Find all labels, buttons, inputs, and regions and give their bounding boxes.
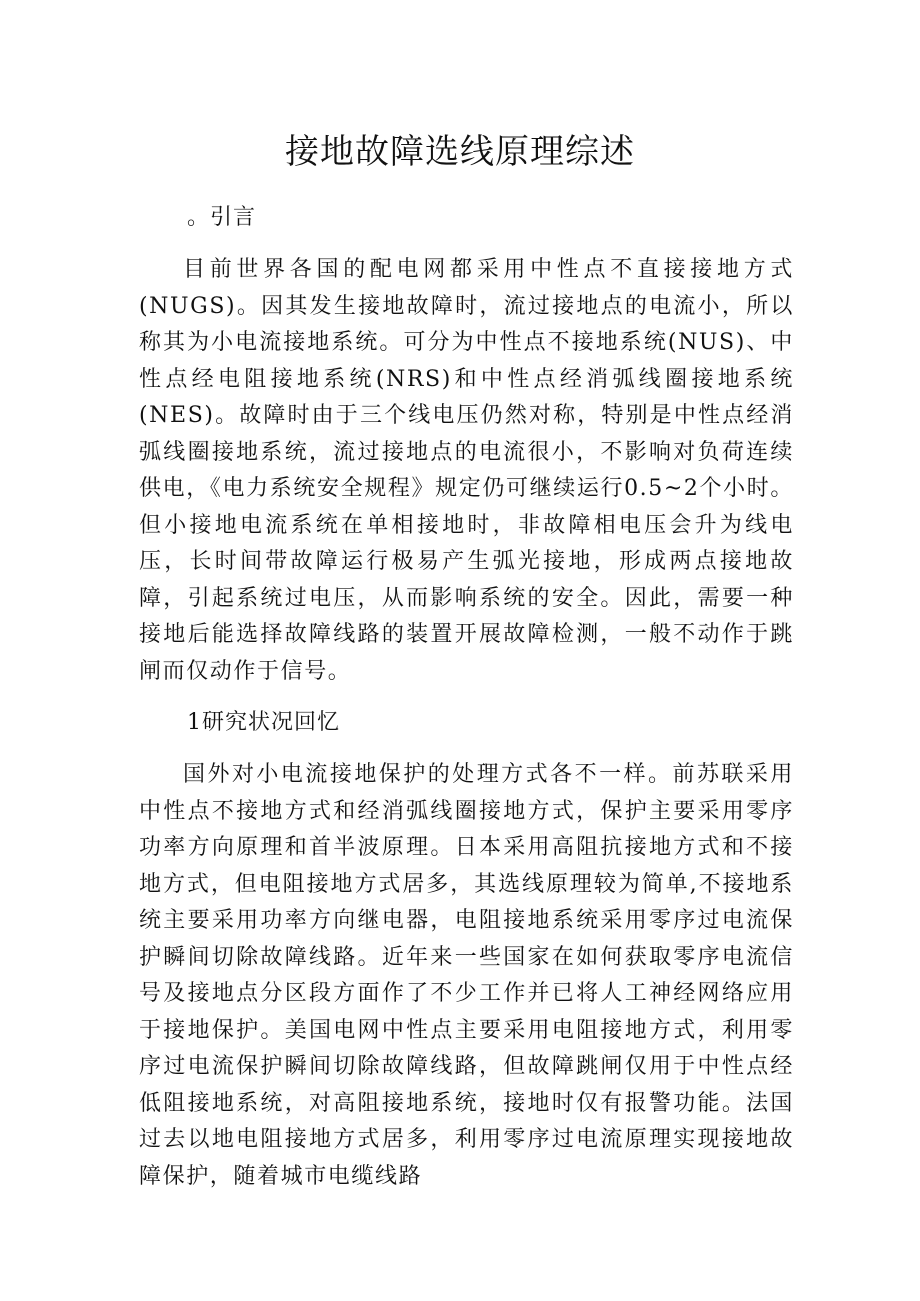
intro-heading: 。引言 — [187, 205, 257, 230]
section-1-heading: 1研究状况回忆 — [187, 710, 340, 735]
document-title: 接地故障选线原理综述 — [285, 132, 635, 172]
intro-paragraph: 目前世界各国的配电网都采用中性点不直接接地方式(NUGS)。因其发生接地故障时，流过接地点的电流小，所以称其为小电流接地系统。可分为中性点不接地系统(NUS)、中性点经电阻接地系统(NRS)和中性点经消弧线圈接地系统(NES)。故障时由于三个线电压仍然对称，特别是中性点经消弧线圈接地系统，流过接地点的电流很小，不影响对负荷连续供电，《电力系统安全规程》规定仍可继续运行0.5~2个小时。但小接地电流系统在单相接地时，非故障相电压会升为线电压，长时间带故障运行极易产生弧光接地，形成两点接地故障，引起系统过电压，从而影响系统的安全。因此，需要一种接地后能选择故障线路的装置开展故障检测，一般不动作于跳闸而仅动作于信号。 — [139, 257, 794, 684]
section-1-paragraph: 国外对小电流接地保护的处理方式各不一样。前苏联采用中性点不接地方式和经消弧线圈接地方式，保护主要采用零序功率方向原理和首半波原理。日本采用高阻抗接地方式和不接地方式，但电阻接地方式居多，其选线原理较为简单,不接地系统主要采用功率方向继电器，电阻接地系统采用零序过电流保护瞬间切除故障线路。近年来一些国家在如何获取零序电流信号及接地点分区段方面作了不少工作并已将人工神经网络应用于接地保护。美国电网中性点主要采用电阻接地方式，利用零序过电流保护瞬间切除故障线路，但故障跳闸仅用于中性点经低阻接地系统，对高阻接地系统，接地时仅有报警功能。法国过去以地电阻接地方式居多，利用零序过电流原理实现接地故障保护，随着城市电缆线路 — [139, 762, 794, 1189]
